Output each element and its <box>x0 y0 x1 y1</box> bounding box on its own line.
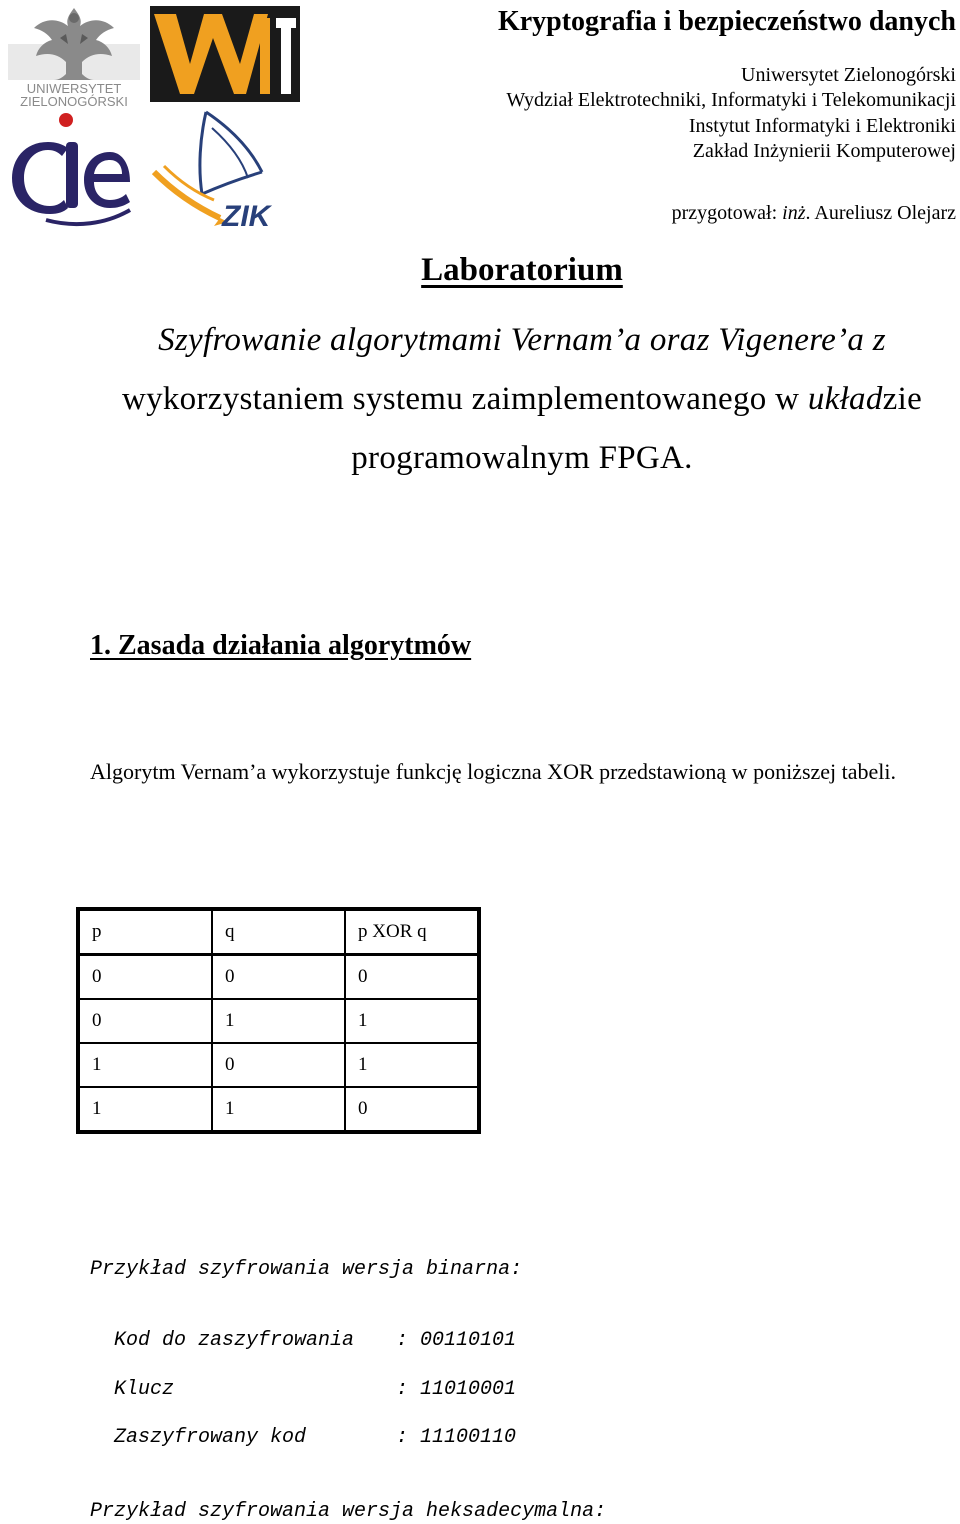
table-cell: 1 <box>78 1043 212 1087</box>
table-header-cell: q <box>212 909 345 955</box>
table-cell: 0 <box>212 1043 345 1087</box>
svg-text:cie: cie <box>6 112 8 113</box>
zik-emblem-icon <box>150 108 296 230</box>
table-cell: 1 <box>212 1087 345 1132</box>
svg-text:ZIK: ZIK <box>222 200 271 230</box>
table-row <box>78 999 479 1043</box>
example-line-key <box>90 1355 690 1401</box>
cie-logo <box>6 112 134 228</box>
table-header-cell: p XOR q <box>345 909 479 955</box>
course-title: Kryptografia i bezpieczeństwo danych <box>497 6 956 37</box>
table-cell: 0 <box>345 955 479 1000</box>
svg-text:UNIWERSYTET: UNIWERSYTET <box>26 81 122 96</box>
faculty-name: Wydział Elektrotechniki, Informatyki i Telekomunikacji <box>506 89 956 111</box>
zik-logo <box>150 108 296 230</box>
example-value: : 11100110 <box>396 1426 517 1449</box>
cie-emblem-icon <box>6 112 134 228</box>
example-label: Zaszyfrowany kod <box>114 1426 307 1449</box>
table-cell: 0 <box>212 955 345 1000</box>
weit-emblem-icon <box>150 6 300 102</box>
table-header-row <box>78 909 479 955</box>
intro-paragraph: Algorytm Vernam’a wykorzystuje funkcję logiczna XOR przedstawioną w poniższej tabeli. <box>90 759 897 784</box>
table-cell: 1 <box>345 999 479 1043</box>
university-name: Uniwersytet Zielonogórski <box>741 64 956 86</box>
subtitle-line-1: Szyfrowanie algorytmami Vernam’a oraz Vigenere’a z <box>158 322 886 358</box>
author-line <box>672 202 956 225</box>
hex-example-heading: Przykład szyfrowania wersja heksadecymalna: <box>90 1500 607 1523</box>
table-row <box>78 1087 479 1132</box>
table-cell: 0 <box>78 999 212 1043</box>
author-name: . Aureliusz Olejarz <box>805 202 956 224</box>
example-line-ciphertext <box>90 1403 690 1449</box>
table-row <box>78 955 479 1000</box>
table-cell: 1 <box>212 999 345 1043</box>
lab-heading: Laboratorium <box>421 252 623 288</box>
subtitle-line-3: programowalnym FPGA. <box>351 440 693 476</box>
section-title: 1. Zasada działania algorytmów <box>90 630 472 661</box>
table-cell: 0 <box>78 955 212 1000</box>
weit-logo <box>150 6 300 102</box>
table-header-cell: p <box>78 909 212 955</box>
table-row <box>78 1043 479 1087</box>
table-cell: 0 <box>345 1087 479 1132</box>
example-label: Klucz <box>114 1378 175 1401</box>
example-value: : 11010001 <box>396 1378 517 1401</box>
author-title: inż <box>782 202 806 224</box>
xor-truth-table <box>76 907 481 1134</box>
example-value: : 00110101 <box>396 1329 517 1352</box>
table-cell: 1 <box>345 1043 479 1087</box>
department-name: Zakład Inżynierii Komputerowej <box>692 140 956 162</box>
example-label: Kod do zaszyfrowania <box>114 1329 355 1352</box>
eagle-emblem-icon <box>8 4 140 108</box>
svg-text:ZIELONOGÓRSKI: ZIELONOGÓRSKI <box>20 94 128 108</box>
subtitle-line-2: wykorzystaniem systemu zaimplementowanego w układzie <box>121 381 923 417</box>
table-cell: 1 <box>78 1087 212 1132</box>
uz-logo <box>8 4 140 108</box>
binary-example-heading: Przykład szyfrowania wersja binarna: <box>90 1258 523 1281</box>
author-prefix: przygotował: <box>671 202 783 224</box>
institute-name: Instytut Informatyki i Elektroniki <box>688 115 956 137</box>
example-line-plaintext <box>90 1306 690 1352</box>
